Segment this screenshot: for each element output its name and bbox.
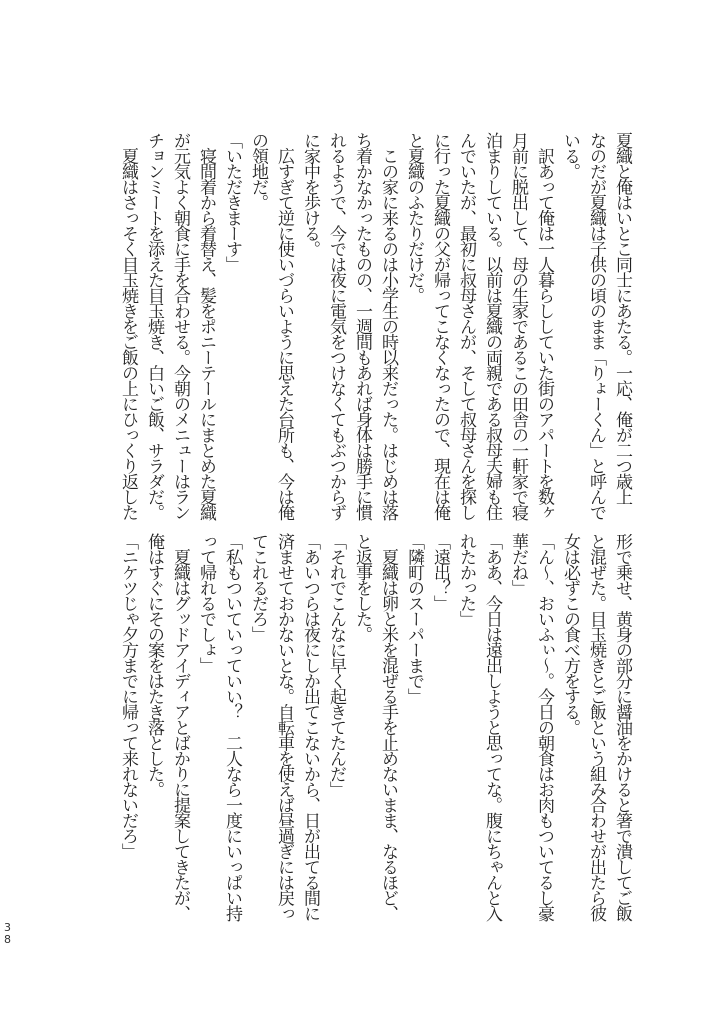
text-column: 「あいつらは夜にしか出てこないから、日が出てる間に (300, 533, 320, 921)
text-column: 「隣町のスーパーまで」 (404, 533, 424, 704)
text-column: なのだが夏織は子供の頃のまま「りょーくん」と呼んで (586, 132, 606, 520)
text-column: 「私もついていっていい？ 二人なら一度にいっぱい持 (222, 533, 242, 921)
text-column: 月前に脱出して、母の生家であるこの田舎の一軒家で寝 (508, 132, 528, 520)
text-column: 夏織はグッドアイディアとばかりに提案してきたが、 (170, 533, 190, 921)
text-column: と返事をした。 (352, 533, 372, 642)
text-column: 形で乗せ、黄身の部分に醤油をかけると箸で潰してご飯 (612, 533, 632, 921)
text-column: って帰れるでしょ」 (196, 533, 216, 673)
lower-text-block (115, 533, 635, 921)
text-column: 夏織はさっそく目玉焼きをご飯の上にひっくり返した (118, 132, 138, 520)
text-column: 訳あって俺は一人暮らししていた街のアパートを数ヶ (534, 132, 554, 520)
text-column: 夏織は卵と米を混ぜる手を止めないまま、なるほど、 (378, 533, 398, 921)
text-column: てこれるだろ」 (248, 533, 268, 642)
text-column: ち着かなかったものの、一週間もあれば身体は勝手に慣 (352, 132, 372, 520)
text-column: が元気よく朝食に手を合わせる。今朝のメニューはラン (170, 132, 190, 520)
text-column: チョンミートを添えた目玉焼き、白いご飯、サラダだ。 (144, 132, 164, 520)
text-column: 俺はすぐにその案をはたき落とした。 (144, 533, 164, 797)
text-column: れるようで、今では夜に電気をつけなくてもぶつからず (326, 132, 346, 520)
text-column: 華だね」 (508, 533, 528, 595)
text-column: 「いただきまーす」 (222, 132, 242, 272)
text-column: 寝間着から着替え、髪をポニーテールにまとめた夏織 (196, 132, 216, 520)
text-column: に行った夏織の父が帰ってこなくなったので、現在は俺 (430, 132, 450, 520)
text-column: 済ませておかないとな。自転車を使えば昼過ぎには戻っ (274, 533, 294, 921)
text-column: 夏織と俺はいとこ同士にあたる。一応、俺が二つ歳上 (612, 132, 632, 504)
text-column: 女は必ずこの食べ方をする。 (560, 533, 580, 735)
text-column: れたかった」 (456, 533, 476, 626)
text-column: 泊まりしている。以前は夏織の両親である叔母夫婦も住 (482, 132, 502, 520)
page-number: 38 (4, 921, 11, 946)
text-column: 広すぎて逆に使いづらいように思えた台所も、今は俺 (274, 132, 294, 520)
text-column: 「ん〜、おいふぃ〜。今日の朝食はお肉もついてるし豪 (534, 533, 554, 921)
text-column: に家中を歩ける。 (300, 132, 320, 256)
text-column: と混ぜた。目玉焼きとご飯という組み合わせが出たら彼 (586, 533, 606, 921)
text-column: の領地だ。 (248, 132, 268, 210)
text-column: と夏織のふたりだけだ。 (404, 132, 424, 303)
text-column: 「ああ、今日は遠出しようと思ってな。腹にちゃんと入 (482, 533, 502, 921)
upper-text-block (115, 132, 635, 520)
text-column: んでいたが、最初に叔母さんが、そして叔母さんを探し (456, 132, 476, 520)
text-column: 「ニケツじゃ夕方までに帰って来れないだろ」 (118, 533, 138, 859)
text-column: いる。 (560, 132, 580, 179)
text-column: 「それでこんなに早く起きてたんだ」 (326, 533, 346, 797)
text-column: この家に来るのは小学生の時以来だった。はじめは落 (378, 132, 398, 520)
text-column: 「遠出？」 (430, 533, 450, 611)
